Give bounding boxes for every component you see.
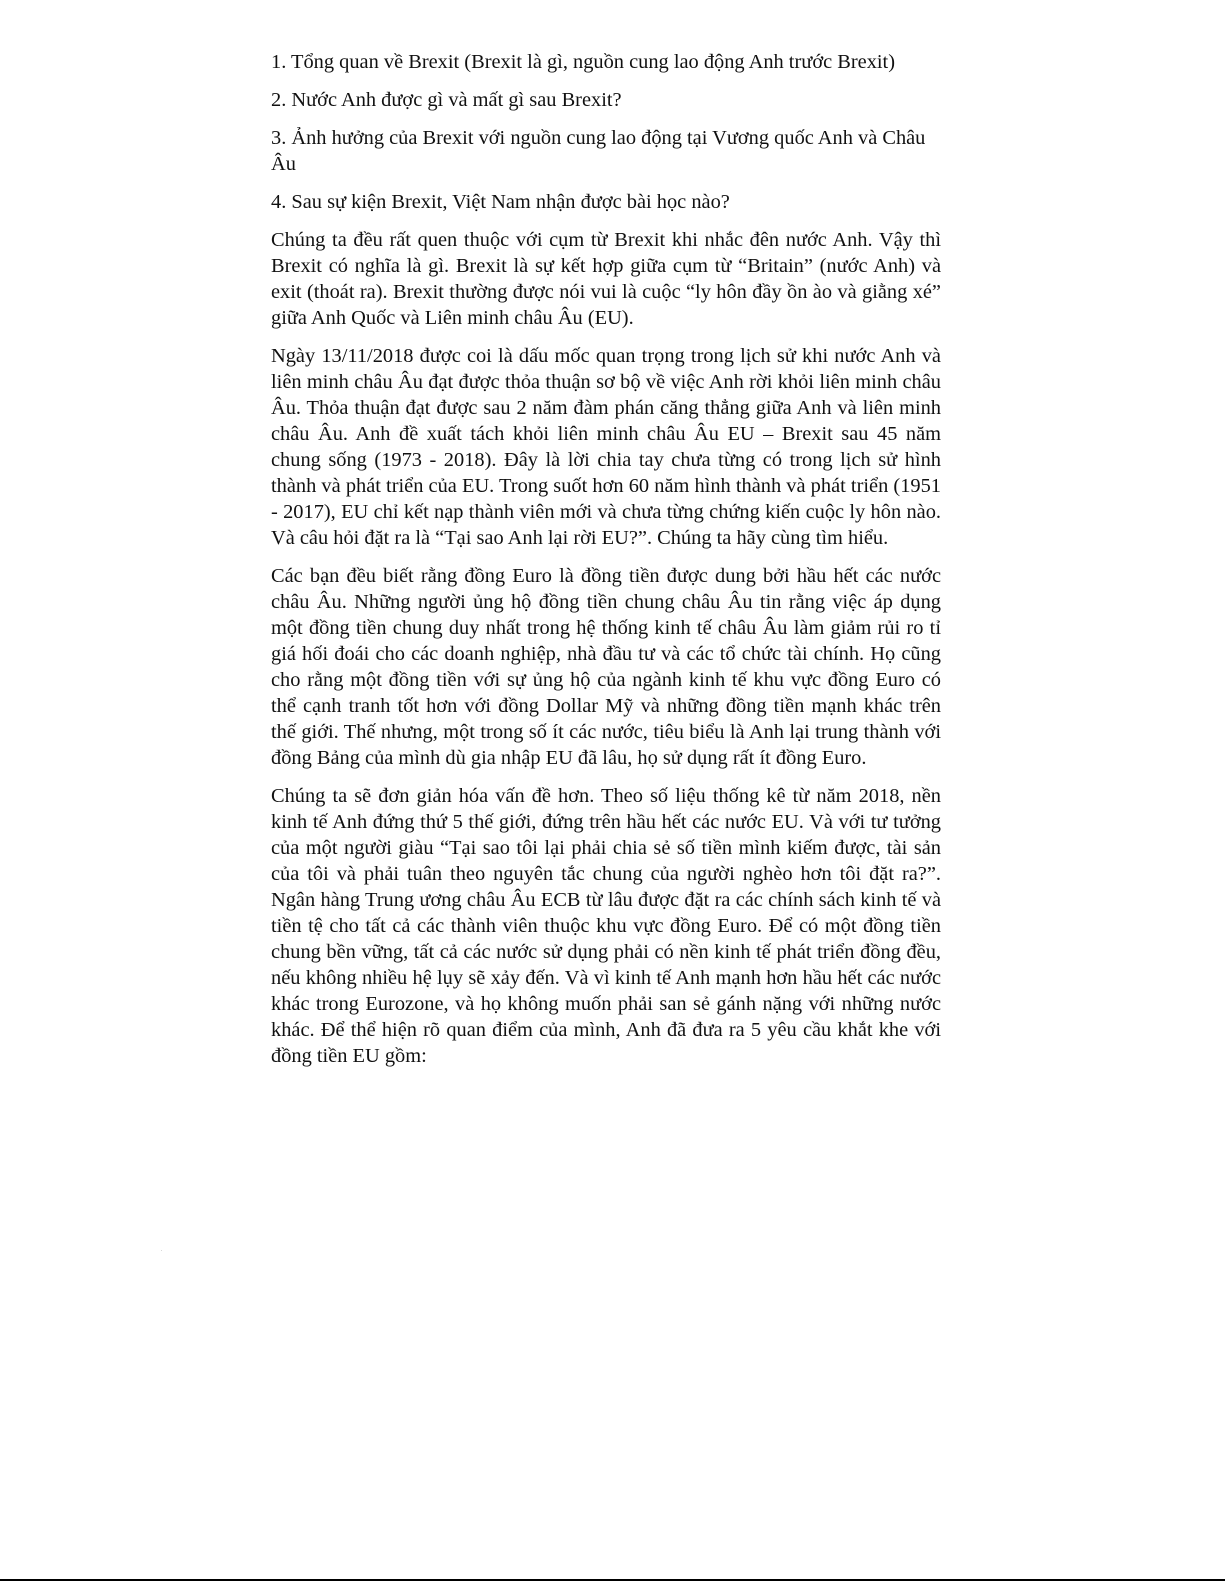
paragraph-brexit-agreement: Ngày 13/11/2018 được coi là dấu mốc quan trọng trong lịch sử khi nước Anh và liên minh châu Âu đạt được thỏa thuận sơ bộ về việc Anh rời khỏi liên minh châu Âu. Thỏa thuận đạt được sau 2 năm đàm phán căng thẳng giữa Anh và liên minh châu Âu. Anh đề xuất tách khỏi liên minh châu Âu EU – Brexit sau 45 năm chung sống (1973 - 2018). Đây là lời chia tay chưa từng có trong lịch sử hình thành và phát triển của EU. Trong suốt hơn 60 năm hình thành và phát triển (1951 - 2017), EU chỉ kết nạp thành viên mới và chưa từng chứng kiến cuộc ly hôn nào. Và câu hỏi đặt ra là “Tại sao Anh lại rời EU?”. Chúng ta hãy cùng tìm hiểu. bbox=[271, 345, 941, 549]
paragraph-brexit-definition: Chúng ta đều rất quen thuộc với cụm từ Brexit khi nhắc đên nước Anh. Vậy thì Brexit có nghĩa là gì. Brexit là sự kết hợp giữa cụm từ “Britain” (nước Anh) và exit (thoát ra). Brexit thường được nói vui là cuộc “ly hôn đầy ồn ào và giằng xé” giữa Anh Quốc và Liên minh châu Âu (EU). bbox=[271, 229, 941, 329]
scan-speck bbox=[161, 1250, 162, 1251]
outline-item-3: 3. Ảnh hưởng của Brexit với nguồn cung lao động tại Vương quốc Anh và Châu Âu bbox=[271, 127, 926, 175]
outline-item-2: 2. Nước Anh được gì và mất gì sau Brexit? bbox=[271, 89, 622, 111]
outline-item-1: 1. Tổng quan về Brexit (Brexit là gì, nguồn cung lao động Anh trước Brexit) bbox=[271, 51, 896, 73]
outline-item-4: 4. Sau sự kiện Brexit, Việt Nam nhận được bài học nào? bbox=[271, 191, 730, 213]
document-body bbox=[271, 49, 941, 1081]
paragraph-euro-currency: Các bạn đều biết rằng đồng Euro là đồng tiền được dung bởi hầu hết các nước châu Âu. Những người ủng hộ đồng tiền chung châu Âu tin rằng việc áp dụng một đồng tiền chung duy nhất trong hệ thống kinh tế châu Âu làm giảm rủi ro tỉ giá hối đoái cho các doanh nghiệp, nhà đầu tư và các tổ chức tài chính. Họ cũng cho rằng một đồng tiền với sự ủng hộ của ngành kinh tế khu vực đồng Euro có thể cạnh tranh tốt hơn với đồng Dollar Mỹ và những đồng tiền mạnh khác trên thế giới. Thế nhưng, một trong số ít các nước, tiêu biểu là Anh lại trung thành với đồng Bảng của mình dù gia nhập EU đã lâu, họ sử dụng rất ít đồng Euro. bbox=[271, 565, 941, 769]
page-bottom-border bbox=[0, 1579, 1225, 1581]
paragraph-uk-economy: Chúng ta sẽ đơn giản hóa vấn đề hơn. Theo số liệu thống kê từ năm 2018, nền kinh tế Anh đứng thứ 5 thế giới, đứng trên hầu hết các nước EU. Và với tư tưởng của một người giàu “Tại sao tôi lại phải chia sẻ số tiền mình kiếm được, tài sản của tôi và phải tuân theo nguyên tắc chung của người nghèo hơn tôi đặt ra?”. Ngân hàng Trung ương châu Âu ECB từ lâu được đặt ra các chính sách kinh tế và tiền tệ cho tất cả các thành viên thuộc khu vực đồng Euro. Để có một đồng tiền chung bền vững, tất cả các nước sử dụng phải có nền kinh tế phát triển đồng đều, nếu không nhiều hệ lụy sẽ xảy đến. Và vì kinh tế Anh mạnh hơn hầu hết các nước khác trong Eurozone, và họ không muốn phải san sẻ gánh nặng với những nước khác. Để thể hiện rõ quan điểm của mình, Anh đã đưa ra 5 yêu cầu khắt khe với đồng tiền EU gồm: bbox=[271, 785, 941, 1067]
